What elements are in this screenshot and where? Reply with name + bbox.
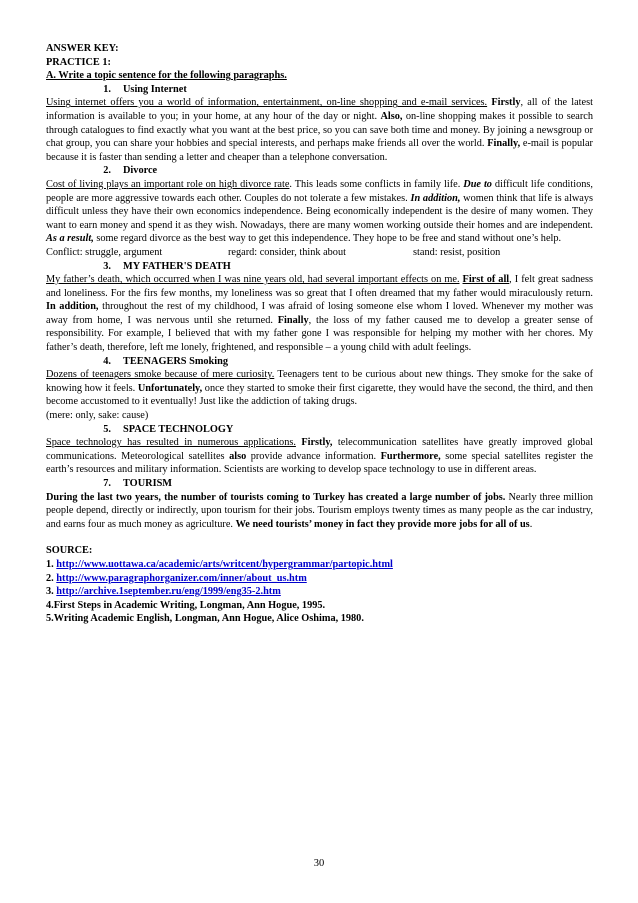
source-link[interactable]: http://archive.1september.ru/eng/1999/eng35-2.htm [56,586,281,598]
topic-sentence: Dozens of teenagers smoke because of mere curiosity. [46,369,275,381]
source-reference: 5.Writing Academic English, Longman, Ann Hogue, Alice Oshima, 1980. [46,613,364,625]
paragraph-space: Space technology has resulted in numerous applications. Firstly, telecommunication satellites have greatly improved global communications. Meteorological satellites also provide advance information. Furthermore, some special satellites register the earth’s resources and military information. Scientists are working to develop space technology to use in different areas. [46,437,593,476]
page-number: 30 [313,858,325,869]
topic-sentence: During the last two years, the number of tourists coming to Turkey has created a large number of jobs. [46,491,506,503]
practice-heading: PRACTICE 1: [46,56,111,68]
answer-key-heading: ANSWER KEY: [46,43,119,54]
topic-sentence: My father’s death, which occurred when I was nine years old, had several important effects on me. [46,274,460,286]
topic-sentence: Cost of living plays an important role on high divorce rate [46,178,290,190]
paragraph-teenagers: Dozens of teenagers smoke because of mere curiosity. Teenagers tent to be curious about new things. They smoke for the sake of knowing how it feels. Unfortunately, once they started to smoke their first cigarette, they would have the second, the third, and then become accustomed to it eventually! Just like the addiction of taking drugs. [46,369,594,408]
paragraph-internet: Using internet offers you a world of information, entertainment, on-line shopping and e-mail services. Firstly, all of the latest information is available to you; in your home, at any hour of the day or night. Also, on-line shopping makes it possible to search through catalogues to find exactly what you want at the best price, so you can save both time and money. By joining a newsgroup or chat group, you can share your hobbies and special interests, and perhaps make friends all over the world. Finally, e-mail is popular because it is faster than sending a letter and cheaper than a telephone conversation. [46,97,594,163]
section-heading-space: 5. SPACE TECHNOLOGY [103,423,234,435]
paragraph-tourism: During the last two years, the number of tourists coming to Turkey has created a large number of jobs. Nearly three million people depend, directly or indirectly, upon tourism for their jobs. Tourism employs twenty times as many people as the car industry, and earns four as much money as agriculture. We need tourists’ money in fact they provide more jobs for all of us. [46,491,593,530]
source-item: 2. http://www.paragraphorganizer.com/inner/about_us.htm [46,572,307,584]
source-item: 3. http://archive.1september.ru/eng/1999/eng35-2.htm [46,586,281,598]
source-heading: SOURCE: [46,545,93,557]
section-heading-internet: 1. Using Internet [103,83,187,95]
instruction-heading: A. Write a topic sentence for the following paragraphs. [46,70,287,82]
paragraph-fathers-death: My father’s death, which occurred when I was nine years old, had several important effects on me. First of all, I felt great sadness and loneliness. For the firs few months, my loneliness was so great that I often dreamed that my father would miraculously return. In addition, throughout the rest of my childhood, I was afraid of losing someone else whom I loved. Whenever my mother was away from home, I was nervous until she returned. Finally, the loss of my father caused me to develop a greater sense of responsibility. For example, I believed that with my father gone I was responsible for helping my mother with her chores. My father’s death, therefore, left me lonely, frightened, and responsible – a young child with adult feelings. [46,274,593,354]
topic-sentence: Space technology has resulted in numerous applications. [46,437,296,449]
source-reference: 4.First Steps in Academic Writing, Longman, Ann Hogue, 1995. [46,599,326,611]
vocabulary-notes: Conflict: struggle, argument regard: consider, think about stand: resist, position [46,246,501,258]
topic-sentence: Using internet offers you a world of information, entertainment, on-line shopping and e-mail services. [46,97,488,109]
answer-key-page [46,42,593,626]
section-heading-fathers-death: 3. MY FATHER'S DEATH [103,260,231,272]
section-heading-divorce: 2. Divorce [103,165,158,177]
section-heading-tourism: 7. TOURISM [103,478,173,489]
paragraph-divorce: Cost of living plays an important role on high divorce rate. This leads some conflicts in family life. Due to difficult life conditions, people are more aggressive towards each other. Couples do not tolerate a few mistakes. In addition, women think that life is always difficult unless they have their own economics independence. Being economically independent is the desire of many women. They want to earn money and spend it as they wish. Nowadays, there are many women working outside their homes and are independent. As a result, some regard divorce as the best way to get this independence. They hope to be free and stand without one’s help. [46,178,594,245]
vocabulary-note: (mere: only, sake: cause) [46,410,149,422]
section-heading-teenagers: 4. TEENAGERS Smoking [103,355,229,367]
source-item: 1. http://www.uottawa.ca/academic/arts/writcent/hypergrammar/partopic.html [46,558,393,570]
source-link[interactable]: http://www.uottawa.ca/academic/arts/writcent/hypergrammar/partopic.html [56,558,393,570]
source-link[interactable]: http://www.paragraphorganizer.com/inner/about_us.htm [56,572,307,584]
